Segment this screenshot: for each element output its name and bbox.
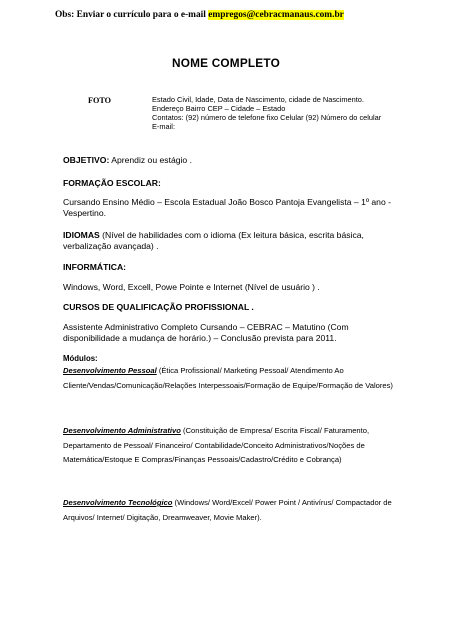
- notice-prefix: Obs: Enviar o currículo para o e-mail: [55, 10, 206, 20]
- info-line-address: Endereço Bairro CEP – Cidade – Estado: [152, 104, 286, 113]
- education-heading: FORMAÇÃO ESCOLAR:: [63, 178, 161, 188]
- module-pessoal-text: (Ética Profissional/ Marketing Pessoal/ Atendimento Ao Cliente/Vendas/Comunicação/Relações Interpessoais/Formação de Equipe/Formação de Valores): [63, 366, 393, 390]
- courses-text: Assistente Administrativo Completo Cursando – CEBRAC – Matutino (Com disponibilidade a mudança de horário.) – Conclusão prevista para 2011.: [63, 322, 349, 343]
- info-line-civil: Estado Civil, Idade, Data de Nascimento, cidade de Nascimento.: [152, 95, 364, 104]
- module-tecnologico-text: (Windows/ Word/Excel/ Power Point / Antivírus/ Compactador de Arquivos/ Internet/ Digitação, Dreamweaver, Movie Maker).: [63, 498, 392, 522]
- languages-label: IDIOMAS: [63, 230, 100, 240]
- module-pessoal-name: Desenvolvimento Pessoal: [63, 366, 157, 375]
- computing-heading: INFORMÁTICA:: [63, 262, 127, 272]
- languages-text: (Nível de habilidades com o idioma (Ex leitura básica, escrita básica, verbalização avançada) .: [63, 230, 364, 251]
- module-tecnologico-name: Desenvolvimento Tecnológico: [63, 498, 173, 507]
- personal-info: [152, 95, 402, 131]
- modules-heading: Módulos:: [63, 354, 98, 363]
- education-text: Cursando Ensino Médio – Escola Estadual João Bosco Pantoja Evangelista – 1º ano - Vespertino.: [63, 197, 391, 218]
- notice-email[interactable]: empregos@cebracmanaus.com.br: [208, 10, 344, 20]
- info-line-contacts: Contatos: (92) número de telefone fixo Celular (92) Número do celular: [152, 113, 382, 122]
- languages-section: [63, 230, 393, 252]
- module-administrativo-name: Desenvolvimento Administrativo: [63, 426, 181, 435]
- objective-label: OBJETIVO:: [63, 155, 110, 165]
- module-administrativo-text: (Constituição de Empresa/ Escrita Fiscal/ Faturamento, Departamento de Pessoal/ Financeiro/ Contabilidade/Conceito Administrativos/Noções de Matemática/Estoque E Compras/Finanças Pessoais/Cadastro/Crédito e Cobrança): [63, 426, 370, 465]
- module-administrativo: [63, 424, 393, 468]
- email-notice: [55, 10, 344, 20]
- module-tecnologico: [63, 496, 393, 525]
- info-line-email: E-mail:: [152, 122, 175, 131]
- objective-text: Aprendiz ou estágio .: [111, 155, 192, 165]
- page-title: NOME COMPLETO: [172, 56, 280, 70]
- computing-text: Windows, Word, Excell, Powe Pointe e Internet (Nível de usuário ) .: [63, 282, 320, 292]
- objective-section: [63, 155, 393, 166]
- photo-placeholder: FOTO: [88, 96, 112, 105]
- courses-heading: CURSOS DE QUALIFICAÇÃO PROFISSIONAL .: [63, 302, 254, 312]
- module-pessoal: [63, 364, 393, 393]
